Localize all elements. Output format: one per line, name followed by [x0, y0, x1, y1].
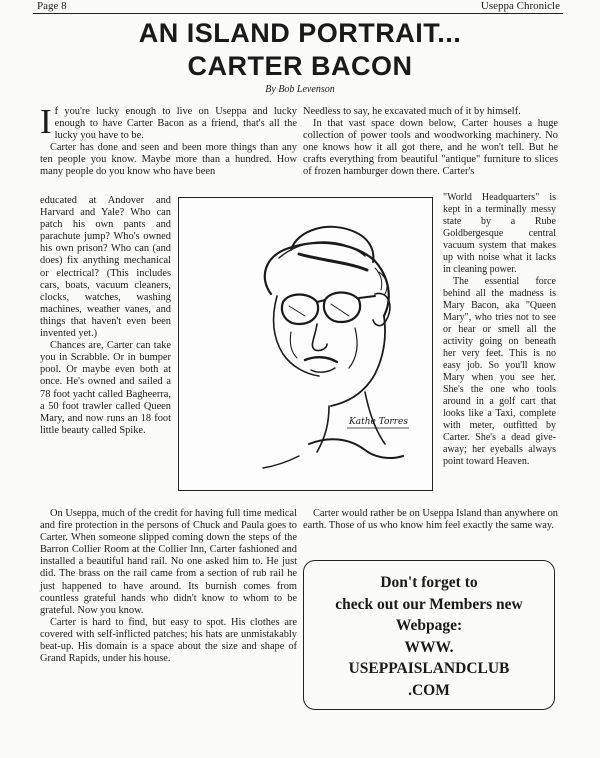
paragraph: Carter would rather be on Useppa Island than anywhere on earth. Those of us who know him feel exactly the same way.	[303, 508, 558, 532]
paragraph: If you're lucky enough to live on Useppa and lucky enough to have Carter Bacon as a friend, that's all the lucky you have to be.	[40, 102, 297, 142]
members-webpage-notice	[303, 560, 555, 710]
title-line-2: CARTER BACON	[187, 51, 413, 81]
page-number: Page 8	[37, 0, 67, 12]
caricature-drawing	[179, 198, 432, 490]
promo-line-2: check out our Members new	[335, 595, 523, 613]
paragraph: Chances are, Carter can take you in Scrabble. Or in bumper pool. Or maybe even both at once. He's owned and sailed a 78 foot yacht called Bagheerra, a 50 foot trawler called Queen Mary, and now runs an 18 foot little beauty called Spike.	[40, 340, 171, 436]
paragraph: Carter has done and seen and been more things than any ten people you know. Maybe more than a hundred. How many people do you know who have been	[40, 142, 297, 178]
promo-line-3: Webpage:	[395, 617, 463, 635]
header-rule	[33, 13, 563, 14]
column-2-top	[303, 106, 558, 179]
promo-line-1: Don't forget to	[380, 574, 478, 591]
column-2-bottom	[303, 508, 558, 532]
paragraph: "World Headquarters" is kept in a terminally messy state by a Rube Goldbergesque central vacuum system that makes up with noise what it lacks in cleaning power.	[443, 192, 556, 275]
artist-signature: Kathe Torres	[349, 417, 408, 427]
promo-url-line-1: WWW.	[404, 638, 454, 656]
column-1-top	[40, 102, 297, 179]
column-2-wrap	[443, 192, 556, 468]
paragraph: Needless to say, he excavated much of it by himself.	[303, 106, 521, 117]
paragraph: In that vast space down below, Carter houses a huge collection of power tools and woodworking machinery. No one knows how it all got there, and he won't tell. But he crafts everything from beautiful "antique" furniture to slices of frozen hamburger down there. Carter's	[303, 118, 558, 178]
paragraph: educated at Andover and Harvard and Yale? Who can patch his own pants and parachute jump? Who's owned his own prison? Who can (and does) fix anything mechanical or electrical? (This includes cars, boats, vacuum cleaners, clocks, watches, washing machines, weather vanes, and things that haven't even been invented yet.)	[40, 195, 171, 340]
column-1-bottom	[40, 508, 297, 665]
column-1-wrap	[40, 195, 171, 437]
caricature-illustration	[178, 197, 433, 491]
paragraph: On Useppa, much of the credit for having full time medical and fire protection in the persons of Chuck and Paula goes to Carter. When someone slipped coming down the steps of the Barron Collier Room at the Collier Inn, Carter fashioned and installed a beautiful hand rail. No one asked him to. He just did. The brass on the rail came from a section of rub rail he just happened to have around. Its burnish comes from countless grateful hands who didn't know to whom to be grateful. Now you know.	[40, 508, 297, 616]
promo-url-line-3: .COM	[408, 681, 450, 699]
drop-cap: I	[40, 102, 52, 141]
paragraph: Carter is hard to find, but easy to spot. His clothes are covered with self-inflicted patches; his hats are unmistakably beat-up. His domain is a space about the size and shape of Grand Rapids, under his house.	[40, 616, 297, 665]
promo-url-line-2: USEPPAISLANDCLUB	[348, 660, 510, 678]
title-line-1: AN ISLAND PORTRAIT...	[138, 18, 462, 48]
paragraph: The essential force behind all the madness is Mary Bacon, aka "Queen Mary", who tries not to see or hear or smell all the activity going on beneath her very feet. This is no easy job. So you'll know Mary when you see her. She's the one who tools around in a golf cart that looks like a Taxi, complete with meter, outfitted by Carter. She's a dead give-away; her eyeballs always point toward Heaven.	[443, 276, 556, 467]
publication-name: Useppa Chronicle	[480, 0, 560, 12]
page-header	[0, 0, 600, 13]
article-title	[0, 17, 600, 83]
byline: By Bob Levenson	[265, 84, 335, 95]
